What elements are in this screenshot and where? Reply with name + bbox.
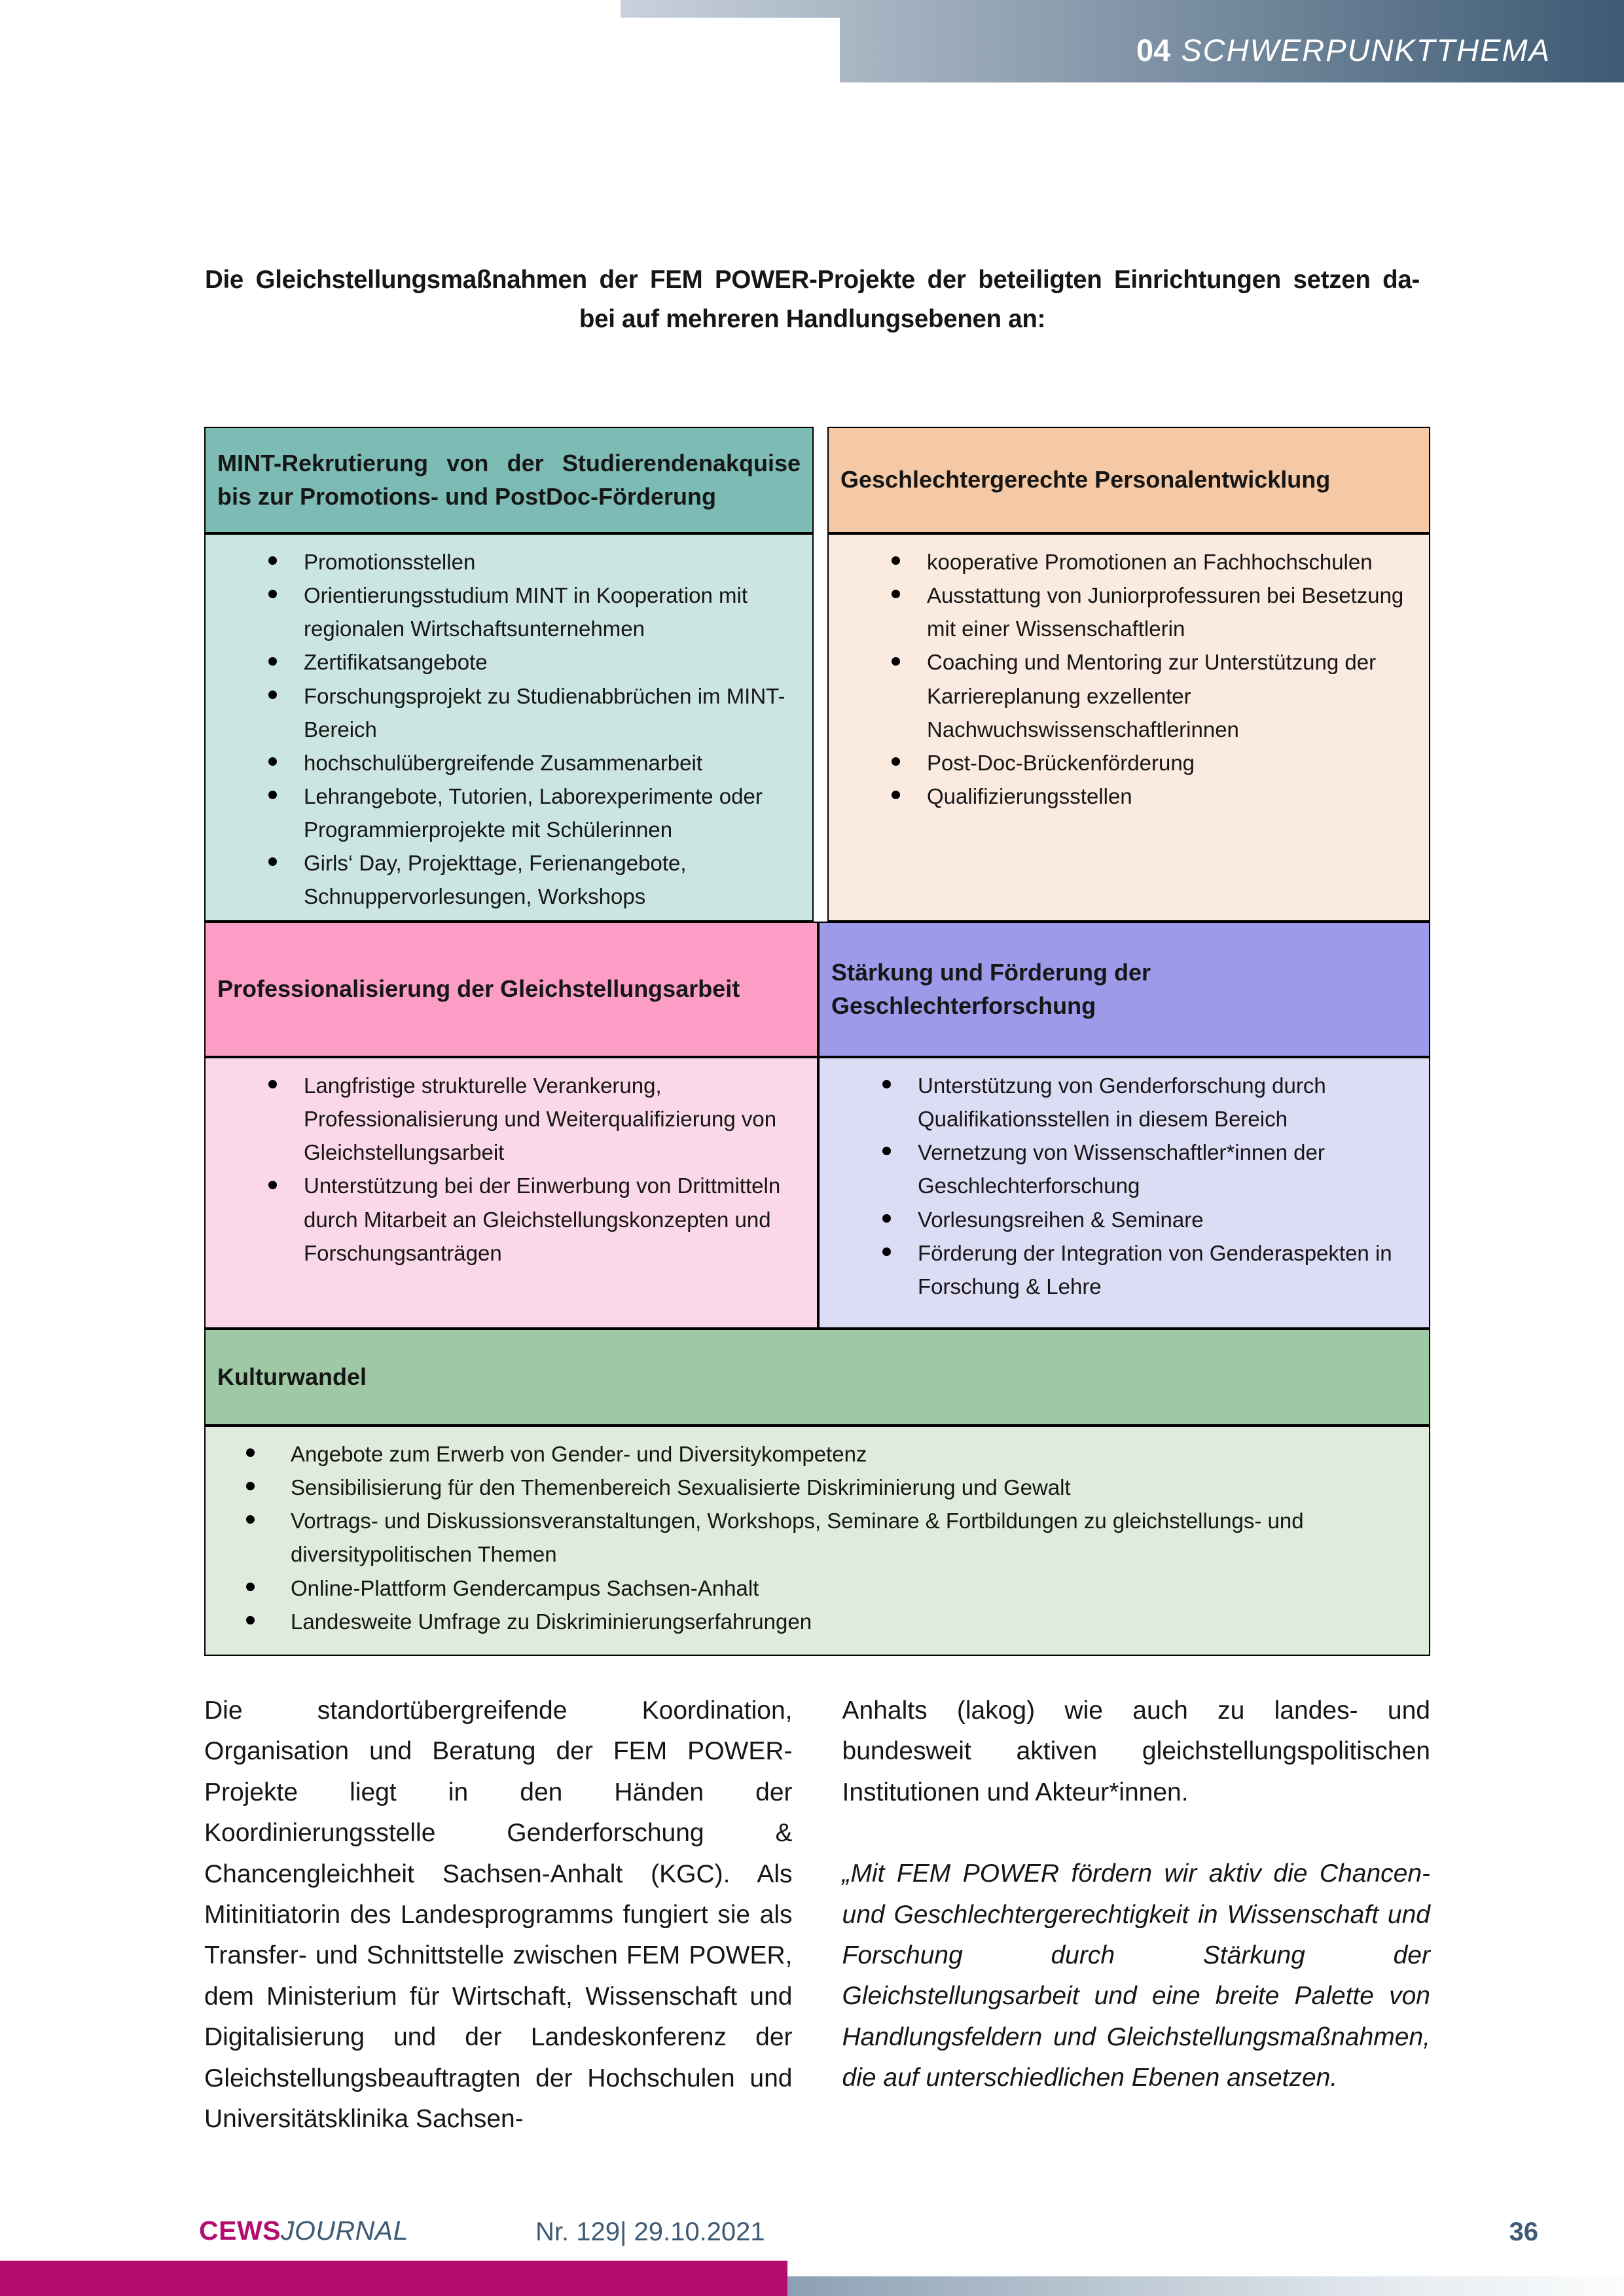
body-column-left <box>204 1691 793 2140</box>
bullet-item: Orientierungsstudium MINT in Kooperation mit regionalen Wirtschaftsunternehmen <box>206 579 799 645</box>
bullet-item: Unterstützung von Genderforschung durch Qualifikationsstellen in diesem Bereich <box>820 1069 1416 1136</box>
section-title: SCHWERPUNKTTHEMA <box>1181 33 1551 67</box>
bullet-item: Post-Doc-Brückenförderung <box>829 746 1416 780</box>
bullet-item: Vortrags- und Diskussionsveranstaltungen, Workshops, Seminare & Fortbildungen zu gleichstellungs- und diversitypolitischen Themen <box>206 1504 1416 1571</box>
bullet-item: Ausstattung von Juniorprofessuren bei Besetzung mit einer Wissenschaftlerin <box>829 579 1416 645</box>
bullet-item: kooperative Promotionen an Fachhochschulen <box>829 545 1416 579</box>
body-paragraph-left: Die standortübergreifende Koordination, Organisation und Beratung der FEM POWER-Projekte liegt in den Händen der Koordinierungsstelle Genderforschung & Chancengleichheit Sachsen-Anhalt (KGC). Als Mitinitiatorin des Landesprogramms fungiert sie als Transfer- und Schnittstelle zwischen FEM POWER, dem Ministerium für Wirtschaft, Wissenschaft und Digitalisierung und der Landeskonferenz der Gleichstellungsbeauftragten der Hochschulen und Universitätsklinika Sachsen- <box>204 1696 793 2133</box>
cell-header-kulturwandel <box>204 1329 1430 1426</box>
table-row-1-headers-bodies <box>204 427 1430 922</box>
footer-gradient-bar <box>787 2276 1624 2296</box>
body-text-columns <box>204 1691 1430 2140</box>
journal-logo-journal: JOURNAL <box>281 2215 408 2246</box>
cell-header-mint <box>204 427 814 533</box>
cell-body-kulturwandel <box>204 1426 1430 1656</box>
table-row-2-headers-bodies <box>204 922 1430 1329</box>
cell-header-kulturwandel-label: Kulturwandel <box>217 1363 367 1390</box>
cell-header-personalentwicklung-label: Geschlechtergerechte Personalentwicklung <box>840 466 1331 493</box>
journal-logo-cews: CEWS <box>199 2215 281 2246</box>
bullet-item: Förderung der Integration von Genderaspekten in Forschung & Lehre <box>820 1236 1416 1303</box>
column-mint <box>204 427 814 922</box>
bullet-item: Qualifizierungsstellen <box>829 780 1416 813</box>
bullet-item: Unterstützung bei der Einwerbung von Drittmitteln durch Mitarbeit an Gleichstellungskonzepten und Forschungsanträgen <box>206 1169 804 1269</box>
bullet-item: Girls‘ Day, Projekttage, Ferienangebote, Schnuppervorlesungen, Workshops <box>206 846 799 913</box>
intro-heading-line-2: bei auf mehreren Handlungsebenen an: <box>579 304 1046 333</box>
measures-table <box>204 427 1430 1656</box>
column-personalentwicklung <box>827 427 1430 922</box>
bullet-item: Forschungsprojekt zu Studienabbrüchen im MINT-Bereich <box>206 679 799 746</box>
bullet-item: Vernetzung von Wissenschaftler*innen der Geschlechterforschung <box>820 1136 1416 1202</box>
section-number: 04 <box>1136 33 1171 67</box>
journal-logo <box>199 2215 408 2246</box>
intro-heading <box>205 260 1420 338</box>
cell-body-personalentwicklung <box>827 533 1430 922</box>
page-number: 36 <box>1509 2217 1538 2246</box>
bullet-item: Promotionsstellen <box>206 545 799 579</box>
bullet-item: hochschulübergreifende Zusammenarbeit <box>206 746 799 780</box>
intro-heading-line-1: Die Gleichstellungsmaßnahmen der FEM POWER-Projekte der beteiligten Einrichtungen setzen da- <box>205 266 1420 294</box>
header-banner <box>840 18 1624 82</box>
column-professionalisierung <box>204 922 818 1329</box>
cell-header-geschlechterforschung <box>818 922 1430 1057</box>
cell-body-geschlechterforschung <box>818 1057 1430 1329</box>
cell-header-geschlechterforschung-label: Stärkung und Förderung der Geschlechterforschung <box>831 959 1151 1019</box>
bullet-item: Langfristige strukturelle Verankerung, Professionalisierung und Weiterqualifizierung von Gleichstellungsarbeit <box>206 1069 804 1169</box>
table-row-3-kulturwandel <box>204 1329 1430 1656</box>
header-banner-strip <box>621 0 1624 18</box>
body-paragraph-right: Anhalts (lakog) wie auch zu landes- und bundesweit aktiven gleichstellungspolitischen Institutionen und Akteur*innen. <box>842 1696 1430 1806</box>
bullet-item: Landesweite Umfrage zu Diskriminierungserfahrungen <box>206 1605 1416 1638</box>
body-column-right <box>842 1691 1431 2140</box>
cell-body-mint <box>204 533 814 922</box>
column-geschlechterforschung <box>818 922 1430 1329</box>
cell-header-professionalisierung <box>204 922 818 1057</box>
cell-header-personalentwicklung <box>827 427 1430 533</box>
cell-header-professionalisierung-label: Professionalisierung der Gleichstellungsarbeit <box>217 975 740 1003</box>
column-kulturwandel <box>204 1329 1430 1656</box>
body-quote: „Mit FEM POWER fördern wir aktiv die Chancen- und Geschlechtergerechtigkeit in Wissenschaft und Forschung durch Stärkung der Gleichstellungsarbeit und eine breite Palette von Handlungsfeldern und Gleichstellungsmaßnahmen, die auf unterschiedlichen Ebenen ansetzen. <box>842 1859 1430 2092</box>
bullet-item: Lehrangebote, Tutorien, Laborexperimente oder Programmierprojekte mit Schülerinnen <box>206 780 799 846</box>
bullet-item: Online-Plattform Gendercampus Sachsen-Anhalt <box>206 1571 1416 1605</box>
cell-header-mint-label: MINT-Rekrutierung von der Studierendenakquise bis zur Promotions- und PostDoc-Förderung <box>217 450 801 510</box>
bullet-item: Coaching und Mentoring zur Unterstützung der Karriereplanung exzellenter Nachwuchswissenschaftlerinnen <box>829 645 1416 745</box>
bullet-item: Zertifikatsangebote <box>206 645 799 679</box>
footer-magenta-bar <box>0 2261 787 2296</box>
bullet-item: Angebote zum Erwerb von Gender- und Diversitykompetenz <box>206 1437 1416 1471</box>
issue-and-date: Nr. 129| 29.10.2021 <box>535 2217 765 2246</box>
bullet-item: Sensibilisierung für den Themenbereich Sexualisierte Diskriminierung und Gewalt <box>206 1471 1416 1504</box>
bullet-item: Vorlesungsreihen & Seminare <box>820 1203 1416 1236</box>
cell-body-professionalisierung <box>204 1057 818 1329</box>
